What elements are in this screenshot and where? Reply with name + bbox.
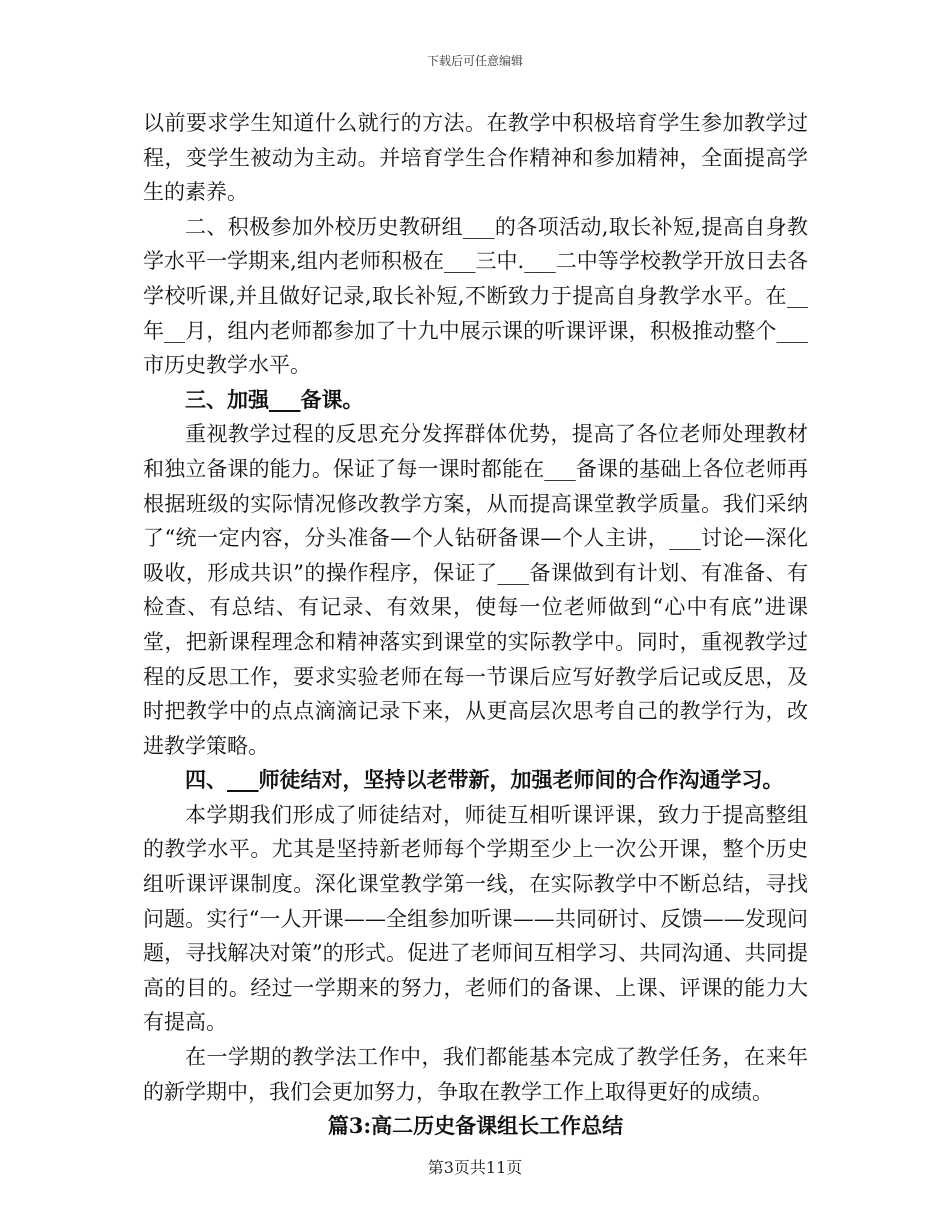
heading-section-three: 三、加强___备课。 xyxy=(185,386,364,412)
paragraph-section-three: 重视教学过程的反思充分发挥群体优势，提高了各位老师处理教材和独立备课的能力。保证了每一课时都能在___备课的基础上各位老师再根据班级的实际情况修改教学方案，从而提高课堂教学质量。我们采纳了“统一定内容，分头准备—个人钻研备课—个人主讲，___讨论—深化吸收，形成共识”的操作程序，保证了___备课做到有计划、有准备、有检查、有总结、有记录、有效果，使每一位老师做到“心中有底”进课堂，把新课程理念和精神落实到课堂的实际教学中。同时，重视教学过程的反思工作，要求实验老师在每一节课后应写好教学后记或反思，及时把教学中的点点滴滴记录下来，从更高层次思考自己的教学行为，改进教学策略。 xyxy=(143,422,808,758)
paragraph-section-four: 本学期我们形成了师徒结对，师徒互相听课评课，致力于提高整组的教学水平。尤其是坚持新老师每个学期至少上一次公开课，整个历史组听课评课制度。深化课堂教学第一线，在实际教学中不断总结，寻找问题。实行“一人开课——全组参加听课——共同研讨、反馈——发现问题，寻找解决对策”的形式。促进了老师间互相学习、共同沟通、共同提高的目的。经过一学期来的努力，老师们的备课、上课、评课的能力大有提高。 xyxy=(143,802,808,1035)
page-number: 第3页共11页 xyxy=(427,1158,523,1177)
paragraph-section-two: 二、积极参加外校历史教研组___的各项活动,取长补短,提高自身教学水平一学期来,组内老师积极在___三中.___二中等学校教学开放日去各学校听课,并且做好记录,取长补短,不断致力于提高自身教学水平。在__年__月，组内老师都参加了十九中展示课的听课评课，积极推动整个___市历史教学水平。 xyxy=(143,214,808,378)
page-header: 下载后可任意编辑 xyxy=(426,54,523,68)
heading-section-four: 四、___师徒结对，坚持以老带新，加强老师间的合作沟通学习。 xyxy=(185,767,784,793)
chapter-title: 篇3:高二历史备课组长工作总结 xyxy=(327,1113,624,1139)
paragraph-continuation: 以前要求学生知道什么就行的方法。在教学中积极培育学生参加教学过程，变学生被动为主动。并培育学生合作精神和参加精神，全面提高学生的素养。 xyxy=(143,111,808,205)
paragraph-conclusion: 在一学期的教学法工作中，我们都能基本完成了教学任务，在来年的新学期中，我们会更加努力，争取在教学工作上取得更好的成绩。 xyxy=(143,1045,808,1104)
document-body xyxy=(143,106,808,1144)
